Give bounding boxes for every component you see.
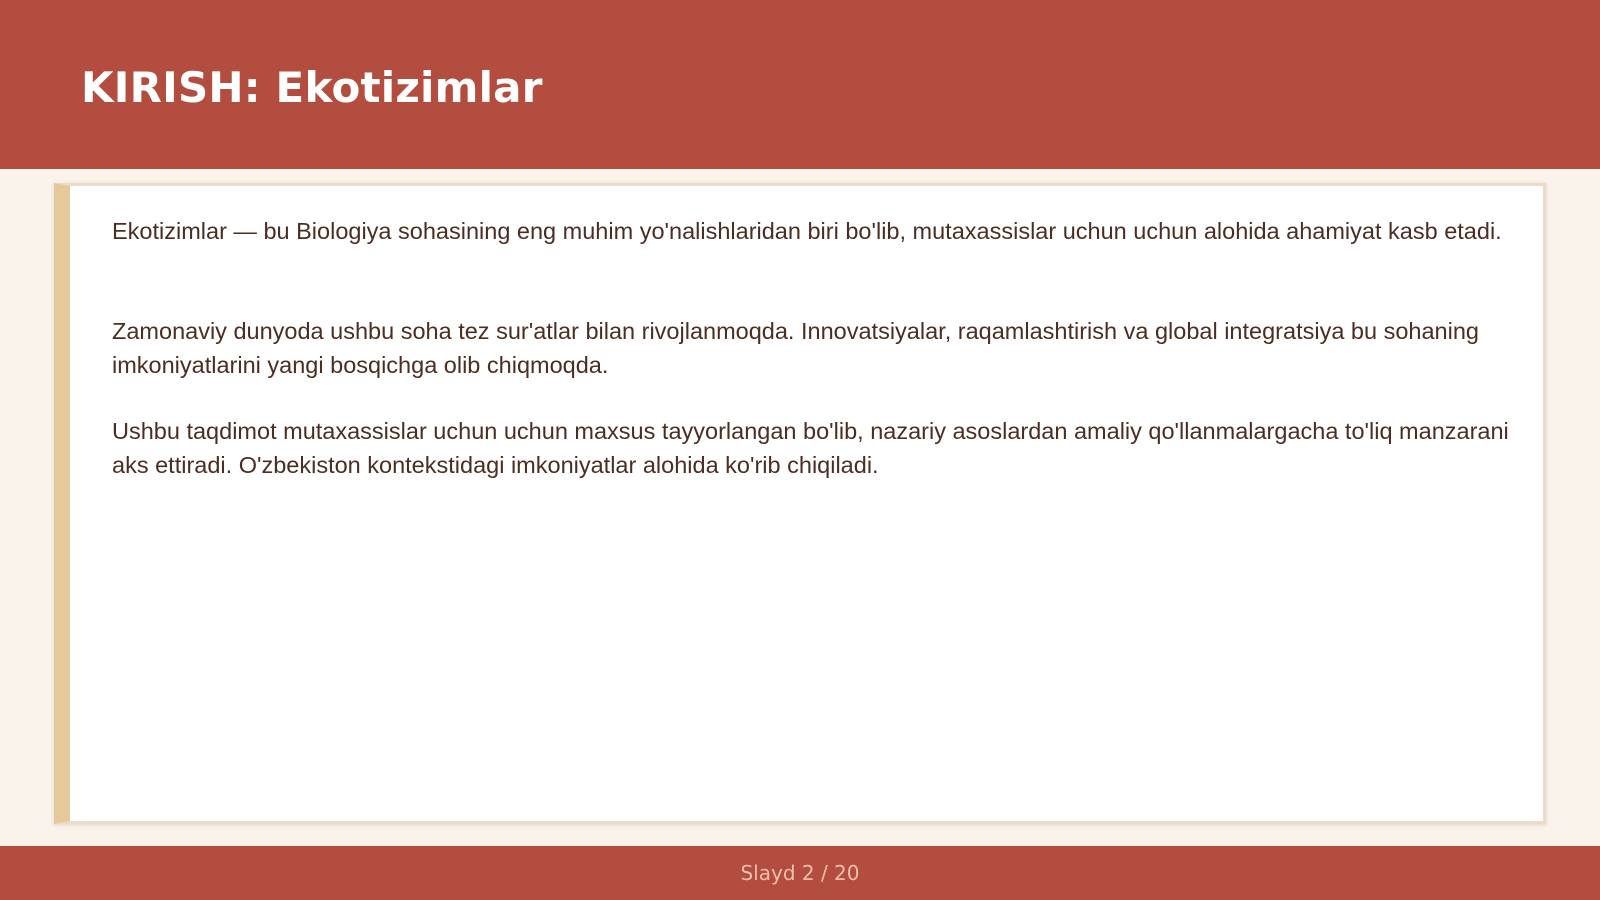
- slide-footer: [0, 846, 1600, 900]
- modern-development-paragraph: Zamonaviy dunyoda ushbu soha tez sur'atlar bilan rivojlanmoqda. Innovatsiyalar, raqamlashtirish va global integratsiya bu sohaning imkoniyatlarini yangi bosqichga olib chiqmoqda.: [112, 318, 1479, 378]
- intro-paragraph: Ekotizimlar — bu Biologiya sohasining eng muhim yo'nalishlaridan biri bo'lib, mutaxassislar uchun uchun alohida ahamiyat kasb etadi.: [112, 218, 1502, 244]
- slide-counter: Slayd 2 / 20: [740, 861, 860, 885]
- slide-header: [0, 0, 1600, 169]
- slide-title: KIRISH: Ekotizimlar: [81, 63, 543, 112]
- content-card: [54, 183, 1546, 824]
- presentation-purpose-paragraph: Ushbu taqdimot mutaxassislar uchun uchun maxsus tayyorlangan bo'lib, nazariy asoslardan amaliy qo'llanmalargacha to'liq manzarani aks ettiradi. O'zbekiston kontekstidagi imkoniyatlar alohida ko'rib chiqiladi.: [112, 418, 1509, 478]
